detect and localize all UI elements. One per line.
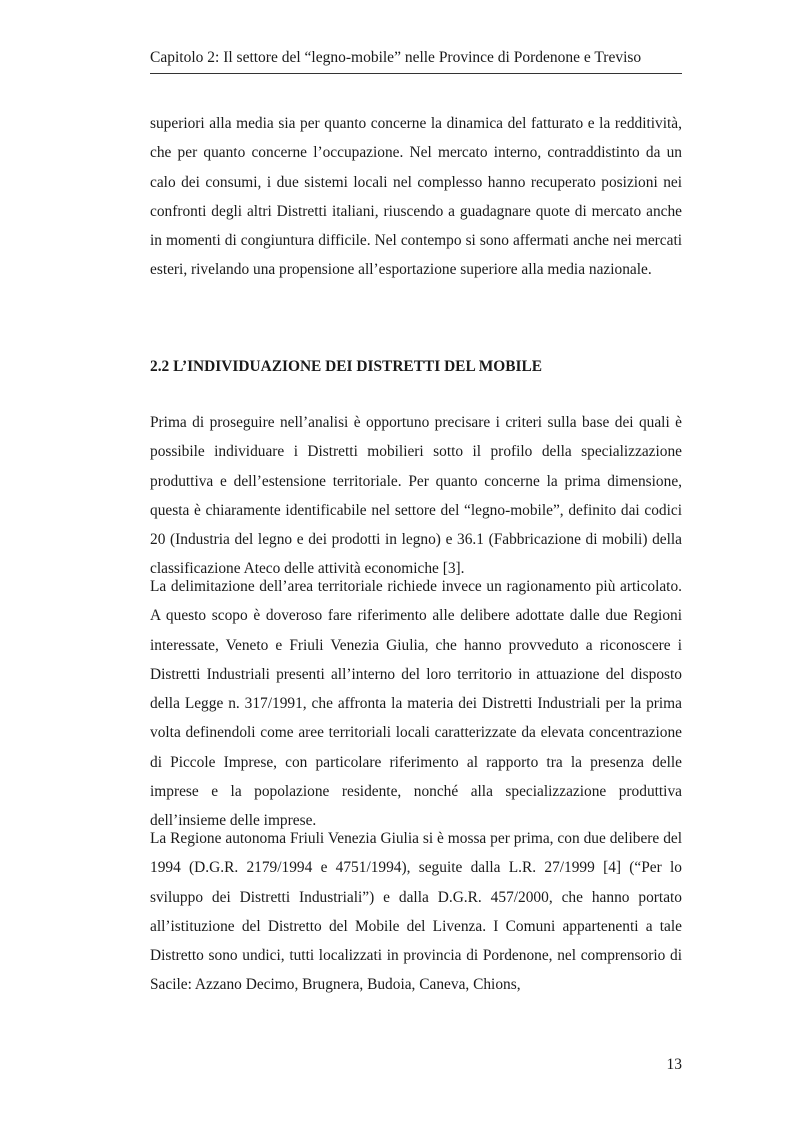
running-header-title: Capitolo 2: Il settore del “legno-mobile” nelle Province di Pordenone e Treviso: [150, 49, 642, 66]
page-number: 13: [666, 1056, 682, 1073]
paragraph-criteria: Prima di proseguire nell’analisi è opportuno precisare i criteri sulla base dei quali è possibile individuare i Distretti mobilieri sotto il profilo della specializzazione produttiva e dell’estensione territoriale. Per quanto concerne la prima dimensione, questa è chiaramente identificabile nel settore del “legno-mobile”, definito dai codici 20 (Industria del legno e dei prodotti in legno) e 36.1 (Fabbricazione di mobili) della classificazione Ateco delle attività economiche [3].: [150, 414, 682, 578]
intro-paragraph: superiori alla media sia per quanto concerne la dinamica del fatturato e la redditività, che per quanto concerne l’occupazione. Nel mercato interno, contraddistinto da un calo dei consumi, i due sistemi locali nel complesso hanno recuperato posizioni nei confronti degli altri Distretti italiani, riuscendo a guadagnare quote di mercato anche in momenti di congiuntura difficile. Nel contempo si sono affermati anche nei mercati esteri, rivelando una propensione all’esportazione superiore alla media nazionale.: [150, 115, 682, 279]
section-heading: 2.2 L’INDIVIDUAZIONE DEI DISTRETTI DEL MOBILE: [150, 358, 542, 375]
header-divider: [150, 73, 682, 74]
paragraph-territory: La delimitazione dell’area territoriale richiede invece un ragionamento più articolato. A questo scopo è doveroso fare riferimento alle delibere adottate dalle due Regioni interessate, Veneto e Friuli Venezia Giulia, che hanno provveduto a riconoscere i Distretti Industriali presenti all’interno del loro territorio in attuazione del disposto della Legge n. 317/1991, che affronta la materia dei Distretti Industriali per la prima volta definendoli come aree territoriali locali caratterizzate da elevata concentrazione di Piccole Imprese, con particolare riferimento al rapporto tra la presenza delle imprese e la popolazione residente, nonché alla specializzazione produttiva dell’insieme delle imprese.: [150, 578, 682, 829]
paragraph-friuli-region: La Regione autonoma Friuli Venezia Giulia si è mossa per prima, con due delibere del 1994 (D.G.R. 2179/1994 e 4751/1994), seguite dalla L.R. 27/1999 [4] (“Per lo sviluppo dei Distretti Industriali”) e dalla D.G.R. 457/2000, che hanno portato all’istituzione del Distretto del Mobile del Livenza. I Comuni appartenenti a tale Distretto sono undici, tutti localizzati in provincia di Pordenone, nel comprensorio di Sacile: Azzano Decimo, Brugnera, Budoia, Caneva, Chions,: [150, 830, 682, 994]
